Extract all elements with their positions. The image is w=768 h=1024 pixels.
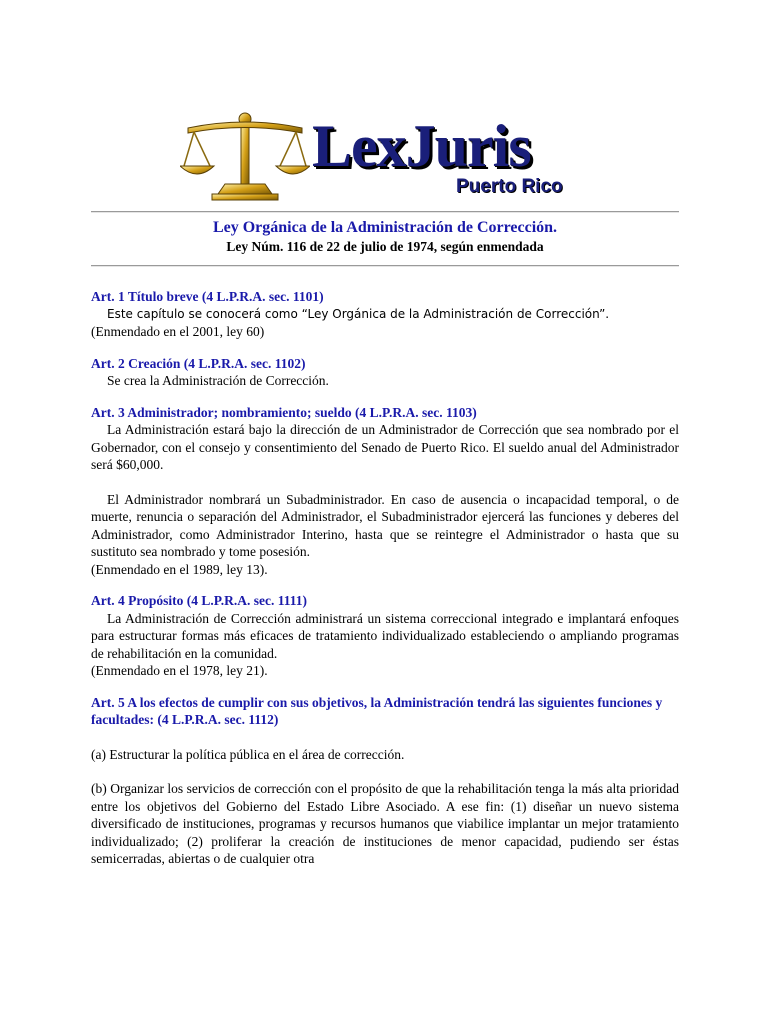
document-body — [91, 288, 679, 868]
article-4-text: La Administración de Corrección administrará un sistema correccional integrado e implantará enfoques para estructurar formas más eficaces de tratamiento individualizado estableciendo o ampliando programas de rehabilitación en la comunidad. — [91, 610, 679, 661]
article-3-paragraph-1: La Administración estará bajo la dirección de un Administrador de Corrección que sea nombrado por el Gobernador, con el consejo y consentimiento del Senado de Puerto Rico. El sueldo anual del Administrador será $60,000. — [91, 422, 679, 472]
bottom-divider — [91, 265, 679, 267]
article-3-heading: Art. 3 Administrador; nombramiento; sueldo (4 L.P.R.A. sec. 1103) — [91, 404, 477, 420]
article-3-paragraph-2: El Administrador nombrará un Subadministrador. En caso de ausencia o incapacidad temporal, o de muerte, renuncia o separación del Administrador, el Subadministrador ejercerá las funciones y deberes del Administrador, como Administrador Interino, hasta que se reintegre el Administrador o hasta que su sustituto sea nombrado y tome posesión. — [91, 491, 679, 559]
article-4-note: (Enmendado en el 1978, ley 21). — [91, 663, 268, 678]
article-3-note: (Enmendado en el 1989, ley 13). — [91, 561, 268, 577]
article-5-heading: Art. 5 A los efectos de cumplir con sus objetivos, la Administración tendrá las siguientes funciones y facultades: (4 L.P.R.A. sec. 1112) — [91, 694, 663, 727]
article-1-heading: Art. 1 Título breve (4 L.P.R.A. sec. 1101) — [91, 289, 324, 304]
article-5-item-a: (a) Estructurar la política pública en el área de corrección. — [91, 746, 405, 762]
article-1-note: (Enmendado en el 2001, ley 60) — [91, 324, 265, 339]
article-1-text: Este capítulo se conocerá como “Ley Orgánica de la Administración de Corrección”. — [107, 306, 610, 321]
article-4-heading: Art. 4 Propósito (4 L.P.R.A. sec. 1111) — [91, 593, 307, 608]
article-2-text: Se crea la Administración de Corrección. — [107, 373, 329, 388]
article-2-heading: Art. 2 Creación (4 L.P.R.A. sec. 1102) — [91, 355, 306, 371]
law-title: Ley Orgánica de la Administración de Corrección. — [212, 219, 558, 236]
top-divider — [91, 211, 679, 213]
logo-wordmark: LexJuris — [312, 113, 531, 179]
logo-subtitle: Puerto Rico — [456, 176, 563, 197]
article-5-item-b: (b) Organizar los servicios de corrección con el propósito de que la rehabilitación tenga la más alta prioridad entre los objetivos del Gobierno del Estado Libre Asociado. A ese fin: (1) diseñar un nuevo sistema diversificado de instituciones, programas y recursos humanos que viabilice implantar un mejor tratamiento individualizado; (2) proliferar la creación de instituciones de menor capacidad, pudiendo ser éstas semicerradas, abiertas o de cualquier otra — [91, 781, 679, 866]
lexjuris-logo — [180, 108, 600, 203]
law-subtitle: Ley Núm. 116 de 22 de julio de 1974, según enmendada — [226, 239, 544, 254]
scales-of-justice-icon — [180, 108, 310, 203]
